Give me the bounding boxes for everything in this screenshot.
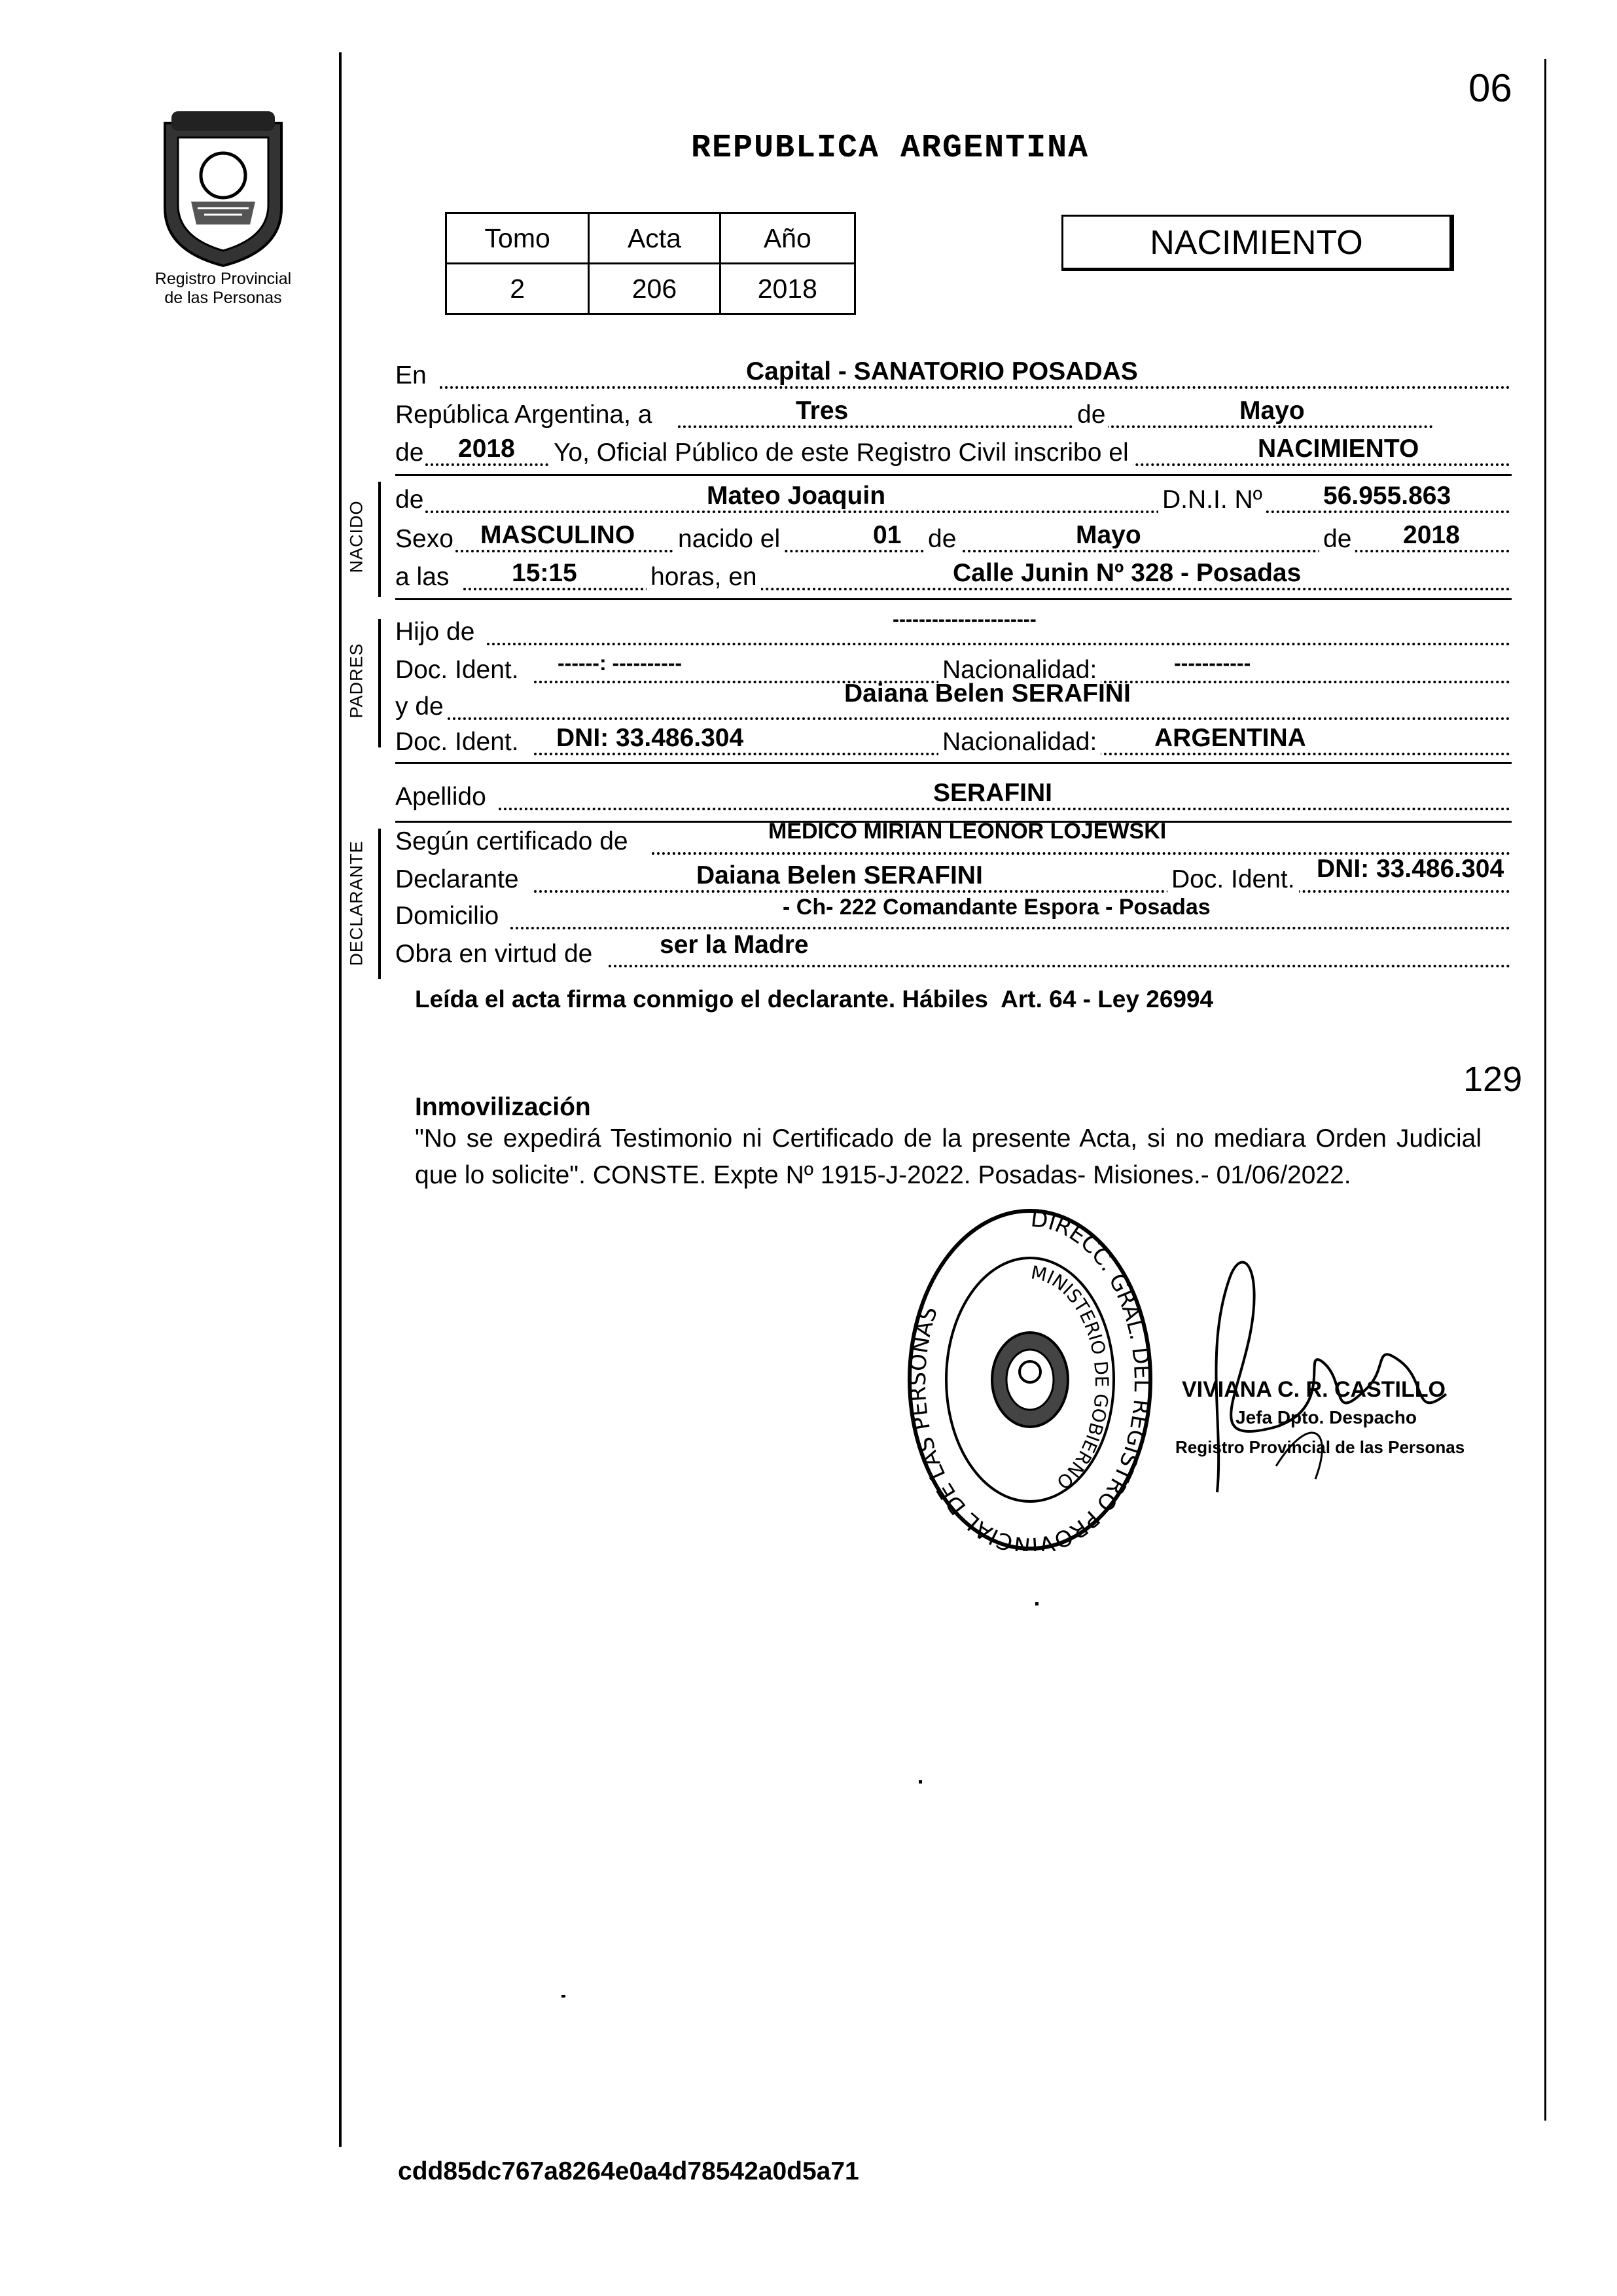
field-value: Mayo bbox=[1239, 397, 1305, 425]
dotted-line bbox=[510, 927, 1510, 929]
field-value: ---------------------- bbox=[893, 609, 1037, 630]
acta-table-header: Tomo bbox=[446, 213, 589, 264]
seal-inner-text: MINISTERIO DE GOBIERNO bbox=[1029, 1261, 1113, 1494]
document-hash: cdd85dc767a8264e0a4d78542a0d5a71 bbox=[398, 2157, 859, 2185]
dot-mark bbox=[561, 1995, 565, 1998]
province-logo bbox=[152, 110, 294, 267]
field-label: Nacionalidad: bbox=[938, 656, 1101, 685]
field-label: Declarante bbox=[395, 865, 519, 893]
acta-table-header-row bbox=[446, 213, 855, 264]
field-value: DNI: 33.486.304 bbox=[1317, 855, 1504, 883]
section-label-padres: PADRES bbox=[346, 643, 366, 719]
field-value: 2018 bbox=[458, 435, 515, 463]
dotted-line bbox=[487, 643, 1510, 645]
field-republica bbox=[395, 393, 1510, 433]
side-number: 129 bbox=[1463, 1060, 1523, 1099]
field-label: de bbox=[924, 525, 960, 554]
page-number: 06 bbox=[1468, 66, 1512, 110]
dotted-line bbox=[425, 511, 1510, 513]
acta-table-cell: 2 bbox=[446, 264, 589, 314]
logo-caption: Registro Provincial de las Personas bbox=[154, 270, 292, 307]
field-label: a las bbox=[395, 563, 450, 591]
field-label: de bbox=[1075, 401, 1108, 429]
field-sexo bbox=[395, 517, 1510, 558]
acta-table-cell: 2018 bbox=[720, 264, 855, 314]
field-label: Obra en virtud de bbox=[395, 940, 593, 968]
field-value: Daiana Belen SERAFINI bbox=[696, 861, 983, 889]
field-label: Apellido bbox=[395, 783, 486, 811]
field-hora-lugar bbox=[395, 555, 1510, 596]
acta-table-header: Año bbox=[720, 213, 855, 264]
signatory-title: Jefa Dpto. Despacho bbox=[1235, 1407, 1417, 1427]
field-value: ------: ---------- bbox=[558, 651, 683, 675]
page-title: REPUBLICA ARGENTINA bbox=[691, 130, 1090, 167]
acta-table-cell: 206 bbox=[589, 264, 720, 314]
field-label: Doc. Ident. bbox=[1167, 865, 1299, 894]
field-value: DNI: 33.486.304 bbox=[556, 724, 744, 752]
dotted-line bbox=[609, 965, 1510, 967]
field-value: ----------- bbox=[1174, 651, 1251, 675]
field-doc2 bbox=[395, 720, 1510, 761]
acta-table-header: Acta bbox=[589, 213, 720, 264]
field-nombre bbox=[395, 478, 1510, 518]
field-madre bbox=[395, 679, 1510, 725]
section-label-declarante: DECLARANTE bbox=[346, 840, 366, 966]
field-value: MASCULINO bbox=[480, 521, 635, 549]
field-label: Domicilio bbox=[395, 902, 499, 930]
field-label: Yo, Oficial Público de este Registro Civil inscribo el bbox=[550, 439, 1133, 467]
dotted-line bbox=[678, 425, 1433, 428]
field-label: de bbox=[395, 486, 424, 514]
section-bar bbox=[378, 829, 381, 979]
acta-table-value-row bbox=[446, 264, 855, 314]
field-label: de bbox=[395, 439, 424, 467]
dotted-line bbox=[534, 890, 1510, 893]
field-label: Según certificado de bbox=[395, 827, 628, 855]
field-en bbox=[395, 353, 1510, 394]
signatory-org: Registro Provincial de las Personas bbox=[1175, 1437, 1465, 1457]
official-seal bbox=[906, 1208, 1154, 1551]
dot-mark bbox=[919, 1780, 922, 1784]
field-segun bbox=[395, 819, 1510, 860]
field-value: 01 bbox=[873, 521, 902, 549]
handwritten-signature bbox=[1178, 1230, 1479, 1518]
field-value: NACIMIENTO bbox=[1258, 435, 1419, 463]
field-value: Tres bbox=[796, 397, 849, 425]
dotted-line bbox=[463, 588, 1510, 590]
field-value: 15:15 bbox=[512, 559, 577, 587]
section-rule bbox=[395, 762, 1512, 764]
right-margin-line bbox=[1544, 59, 1546, 2121]
dotted-line bbox=[499, 808, 1510, 810]
field-value: MEDICO MIRIAN LEONOR LOJEWSKI bbox=[768, 819, 1167, 844]
field-label: D.N.I. Nº bbox=[1158, 486, 1266, 514]
field-label: horas, en bbox=[647, 563, 761, 592]
field-obra bbox=[395, 932, 1510, 973]
field-value: SERAFINI bbox=[933, 779, 1053, 807]
field-value: Mateo Joaquin bbox=[707, 482, 886, 510]
field-label: Nacionalidad: bbox=[938, 728, 1101, 757]
inmovilizacion-text: "No se expedirá Testimonio ni Certificado de la presente Acta, si no mediara Orden Judicial que lo solicite". CONSTE. Expte Nº 1915-J-2022. Posadas- Misiones.- 01/06/2022. bbox=[415, 1124, 1482, 1189]
field-value: Mayo bbox=[1076, 521, 1141, 549]
dotted-line bbox=[440, 386, 1510, 389]
field-label: de bbox=[1319, 525, 1355, 554]
field-apellido bbox=[395, 775, 1510, 816]
field-value: Daiana Belen SERAFINI bbox=[844, 679, 1131, 708]
field-declarante bbox=[395, 857, 1510, 898]
inmovilizacion-title: Inmovilización bbox=[415, 1093, 591, 1121]
field-value: Capital - SANATORIO POSADAS bbox=[746, 357, 1138, 386]
field-label: nacido el bbox=[674, 525, 784, 554]
acta-table bbox=[445, 212, 856, 315]
dot-mark bbox=[1035, 1602, 1039, 1605]
field-year-inscribo bbox=[395, 431, 1510, 471]
section-bar bbox=[378, 619, 381, 747]
section-rule bbox=[395, 474, 1512, 476]
field-value: 56.955.863 bbox=[1323, 482, 1451, 510]
field-label: Doc. Ident. bbox=[395, 728, 519, 756]
field-value: Calle Junin Nº 328 - Posadas bbox=[953, 559, 1302, 587]
field-label: Hijo de bbox=[395, 618, 475, 646]
field-value: - Ch- 222 Comandante Espora - Posadas bbox=[783, 895, 1211, 920]
doc-type-box: NACIMIENTO bbox=[1061, 215, 1454, 271]
field-domicilio bbox=[395, 894, 1510, 935]
field-label: República Argentina, a bbox=[395, 401, 652, 429]
field-hijo bbox=[395, 610, 1510, 651]
field-label: y de bbox=[395, 692, 444, 721]
seal-outer-text: DIRECC. GRAL. DEL REGISTRO PROVINCIAL DE LAS PERSONAS bbox=[906, 1208, 1154, 1551]
section-label-nacido: NACIDO bbox=[346, 500, 366, 573]
field-value: 2018 bbox=[1403, 521, 1460, 549]
field-label: En bbox=[395, 361, 427, 389]
field-label: Doc. Ident. bbox=[395, 656, 519, 684]
field-value: ARGENTINA bbox=[1154, 724, 1306, 752]
left-margin-line bbox=[339, 52, 342, 2147]
field-label: Sexo bbox=[395, 525, 453, 553]
section-rule bbox=[395, 598, 1512, 600]
signatory-name: VIVIANA C. R. CASTILLO bbox=[1182, 1377, 1446, 1402]
closing-statement: Leída el acta firma conmigo el declarante. Hábiles Art. 64 - Ley 26994 bbox=[415, 986, 1214, 1013]
section-bar bbox=[378, 482, 381, 597]
field-value: ser la Madre bbox=[660, 931, 809, 959]
